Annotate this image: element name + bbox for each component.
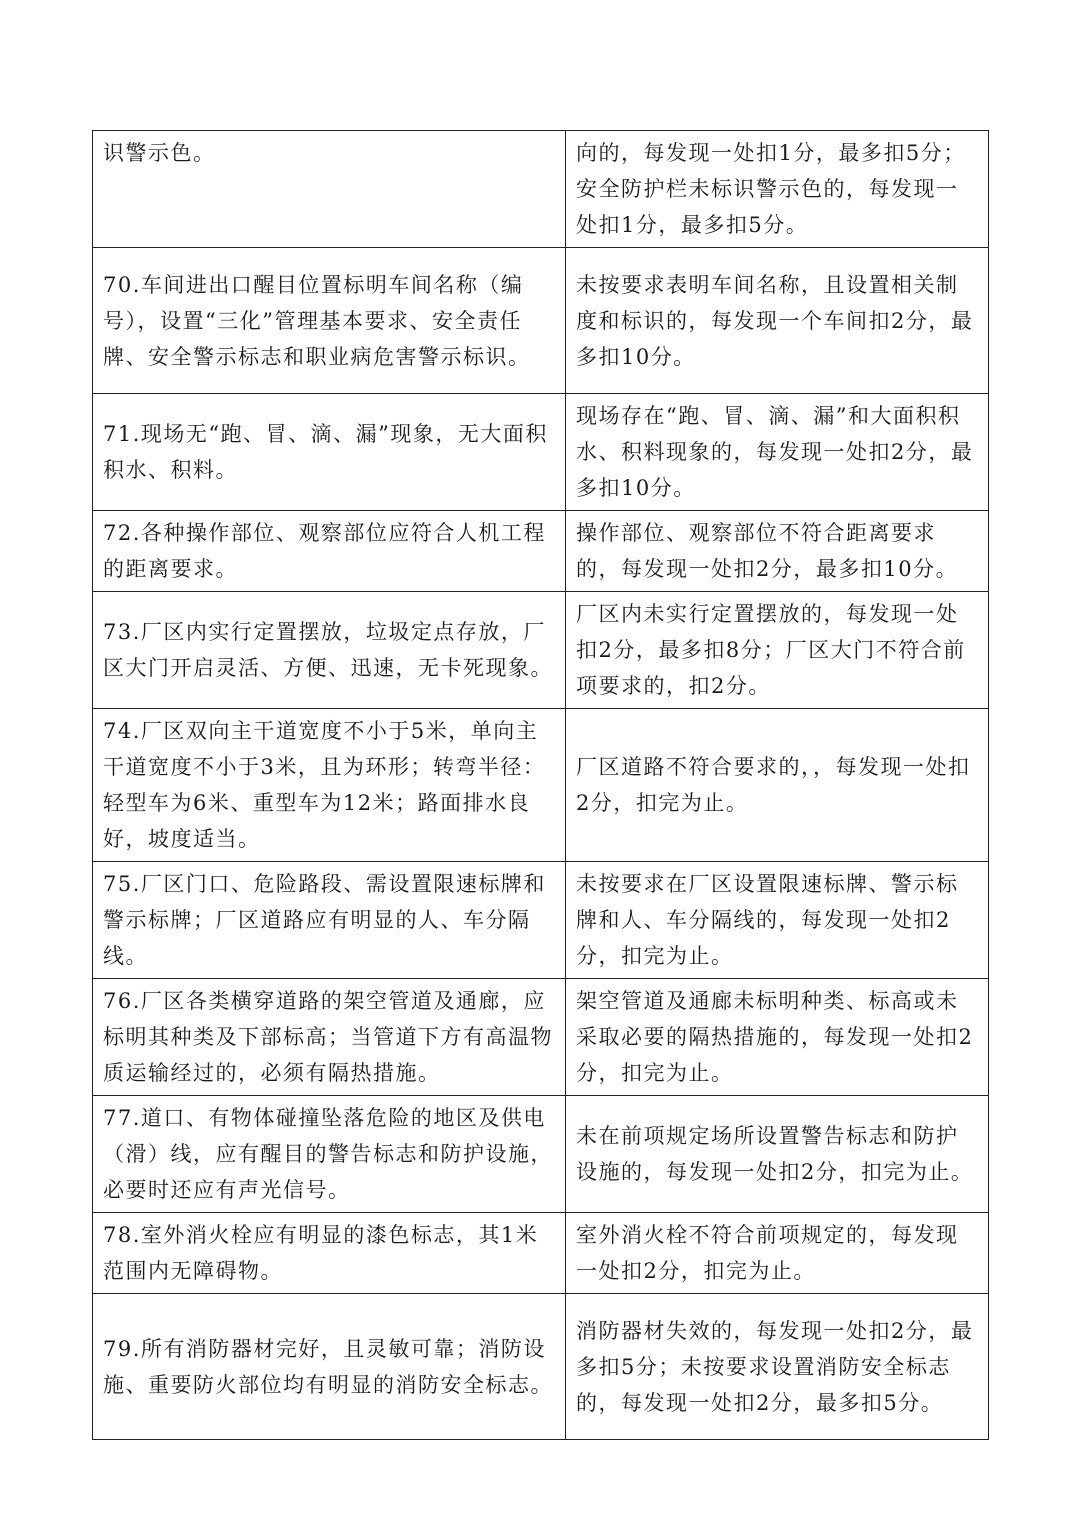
table-row	[93, 394, 989, 511]
deduction-cell: 室外消火栓不符合前项规定的，每发现一处扣2分，扣完为止。	[566, 1213, 989, 1294]
requirement-cell: 76.厂区各类横穿道路的架空管道及通廊，应标明其种类及下部标高；当管道下方有高温物质运输经过的，必须有隔热措施。	[93, 979, 566, 1096]
requirement-cell: 71.现场无“跑、冒、滴、漏”现象，无大面积积水、积料。	[93, 394, 566, 511]
deduction-cell: 厂区道路不符合要求的，，每发现一处扣2分，扣完为止。	[566, 709, 989, 862]
table-row	[93, 131, 989, 248]
deduction-cell: 未按要求在厂区设置限速标牌、警示标牌和人、车分隔线的，每发现一处扣2分，扣完为止。	[566, 862, 989, 979]
inspection-criteria-table	[92, 130, 989, 1440]
requirement-cell: 77.道口、有物体碰撞坠落危险的地区及供电（滑）线，应有醒目的警告标志和防护设施，必要时还应有声光信号。	[93, 1096, 566, 1213]
requirement-cell: 78.室外消火栓应有明显的漆色标志，其1米范围内无障碍物。	[93, 1213, 566, 1294]
table-row	[93, 1213, 989, 1294]
table-row	[93, 979, 989, 1096]
deduction-cell: 消防器材失效的，每发现一处扣2分，最多扣5分；未按要求设置消防安全标志的，每发现一处扣2分，最多扣5分。	[566, 1294, 989, 1440]
deduction-cell: 未按要求表明车间名称，且设置相关制度和标识的，每发现一个车间扣2分，最多扣10分。	[566, 248, 989, 394]
table-row	[93, 248, 989, 394]
deduction-cell: 厂区内未实行定置摆放的，每发现一处扣2分，最多扣8分；厂区大门不符合前项要求的，扣2分。	[566, 592, 989, 709]
table-row	[93, 511, 989, 592]
deduction-cell: 未在前项规定场所设置警告标志和防护设施的，每发现一处扣2分，扣完为止。	[566, 1096, 989, 1213]
deduction-cell: 架空管道及通廊未标明种类、标高或未采取必要的隔热措施的，每发现一处扣2分，扣完为止。	[566, 979, 989, 1096]
deduction-cell: 操作部位、观察部位不符合距离要求的，每发现一处扣2分，最多扣10分。	[566, 511, 989, 592]
table-row	[93, 1294, 989, 1440]
requirement-cell: 75.厂区门口、危险路段、需设置限速标牌和警示标牌；厂区道路应有明显的人、车分隔线。	[93, 862, 566, 979]
table-row	[93, 862, 989, 979]
requirement-cell: 72.各种操作部位、观察部位应符合人机工程的距离要求。	[93, 511, 566, 592]
requirement-cell: 70.车间进出口醒目位置标明车间名称（编号），设置“三化”管理基本要求、安全责任牌、安全警示标志和职业病危害警示标识。	[93, 248, 566, 394]
table-row	[93, 1096, 989, 1213]
deduction-cell: 向的，每发现一处扣1分，最多扣5分；安全防护栏未标识警示色的，每发现一处扣1分，最多扣5分。	[566, 131, 989, 248]
deduction-cell: 现场存在“跑、冒、滴、漏”和大面积积水、积料现象的，每发现一处扣2分，最多扣10分。	[566, 394, 989, 511]
requirement-cell: 73.厂区内实行定置摆放，垃圾定点存放，厂区大门开启灵活、方便、迅速，无卡死现象。	[93, 592, 566, 709]
table-row	[93, 592, 989, 709]
table-row	[93, 709, 989, 862]
requirement-cell: 识警示色。	[93, 131, 566, 248]
requirement-cell: 79.所有消防器材完好，且灵敏可靠；消防设施、重要防火部位均有明显的消防安全标志。	[93, 1294, 566, 1440]
requirement-cell: 74.厂区双向主干道宽度不小于5米，单向主干道宽度不小于3米，且为环形；转弯半径：轻型车为6米、重型车为12米；路面排水良好，坡度适当。	[93, 709, 566, 862]
